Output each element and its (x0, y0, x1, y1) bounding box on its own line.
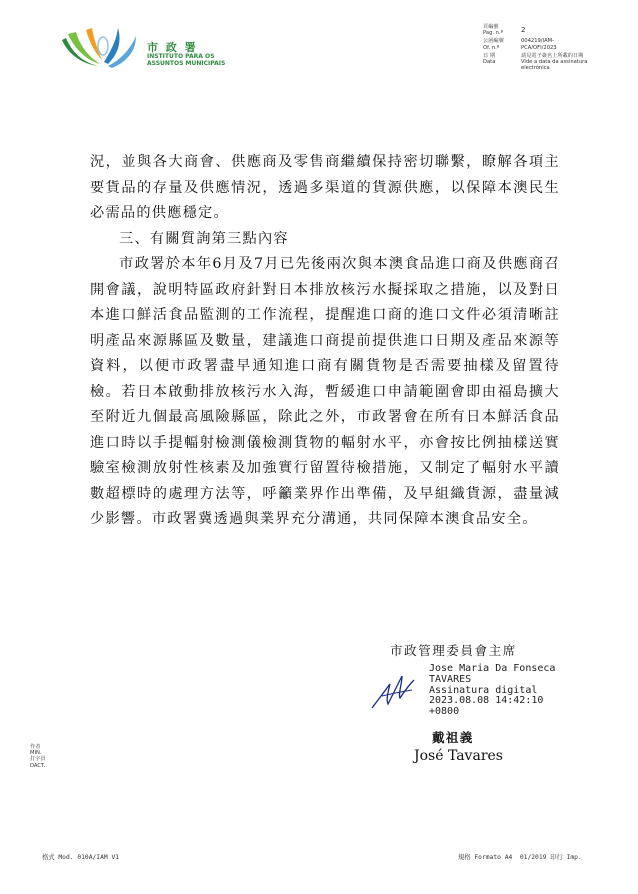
paragraph-continued: 況，並與各大商會、供應商及零售商繼續保持密切聯繫，瞭解各項主要貨品的存量及供應情況，透過多渠道的貨源供應，以保障本澳民生必需品的供應穩定。 (90, 154, 560, 221)
org-name-zh: 市 政 署 (147, 41, 198, 54)
handwritten-signature-icon (368, 670, 420, 712)
section-heading: 三、有關質詢第三點內容 (119, 230, 289, 247)
signatory-name-pt: José Tavares (414, 748, 503, 764)
org-name-pt (147, 53, 237, 67)
page-number-label: 頁編號 Pag. n.º (483, 24, 504, 37)
author-typist-box: 作者 MIN. 打字員 DACT. (30, 744, 46, 769)
paragraph-section-three: 市政署於本年6月及7月已先後兩次與本澳食品進口商及供應商召開會議，說明特區政府針對日本排放核污水擬採取之措施，以及對日本進口鮮活食品監測的工作流程，提醒進口商的進口文件必須清晰註明產品來源縣區及數量，建議進口商提前提供進口日期及產品來源等資料，以便市政署盡早通知進口商有關貨物是否需要抽樣及留置待檢。若日本啟動排放核污水入海，暫緩進口申請範圍會即由福島擴大至附近九個最高風險縣區，除此之外，市政署會在所有日本鮮活食品進口時以手提輻射檢測儀檢測貨物的輻射水平，亦會按比例抽樣送實驗室檢測放射性核素及加強實行留置待檢措施，又制定了輻射水平讀數超標時的處理方法等，呼籲業界作出準備，及早組織貨源，盡量減少影響。市政署冀透過與業界充分溝通，共同保障本澳食品安全。 (90, 256, 560, 527)
signatory-name-zh: 戴祖義 (432, 730, 474, 745)
org-logo (60, 26, 230, 70)
page-number: 2 (521, 26, 526, 34)
date-value: 請見電子簽名上所載的日期 Vide a data da assinatura electrónica (521, 52, 588, 72)
letter-body (90, 150, 560, 533)
org-name-pt-line2: ASSUNTOS MUNICIPAIS (147, 60, 226, 67)
signatory-title: 市政管理委員會主席 (390, 643, 517, 658)
footer-form-code: 格式 Mod. 010A/IAM V1 (42, 854, 120, 861)
org-name-pt-line1: INSTITUTO PARA OS (147, 53, 215, 60)
date-label: 日 期 Data (483, 52, 496, 66)
reference-number: 004219/IAM- PCA/OFI/2023 (521, 38, 557, 51)
digital-signature-block: Jose Maria Da Fonseca TAVARES Assinatura digital 2023.08.08 14:42:10 +0800 (429, 663, 556, 718)
reference-label: 公函編號 Of. n.º (483, 38, 504, 51)
footer-format: 規格 Formato A4 01/2019 印行 Imp. (458, 854, 582, 861)
reference-metadata (483, 24, 623, 71)
logo-emblem-icon (60, 26, 144, 70)
